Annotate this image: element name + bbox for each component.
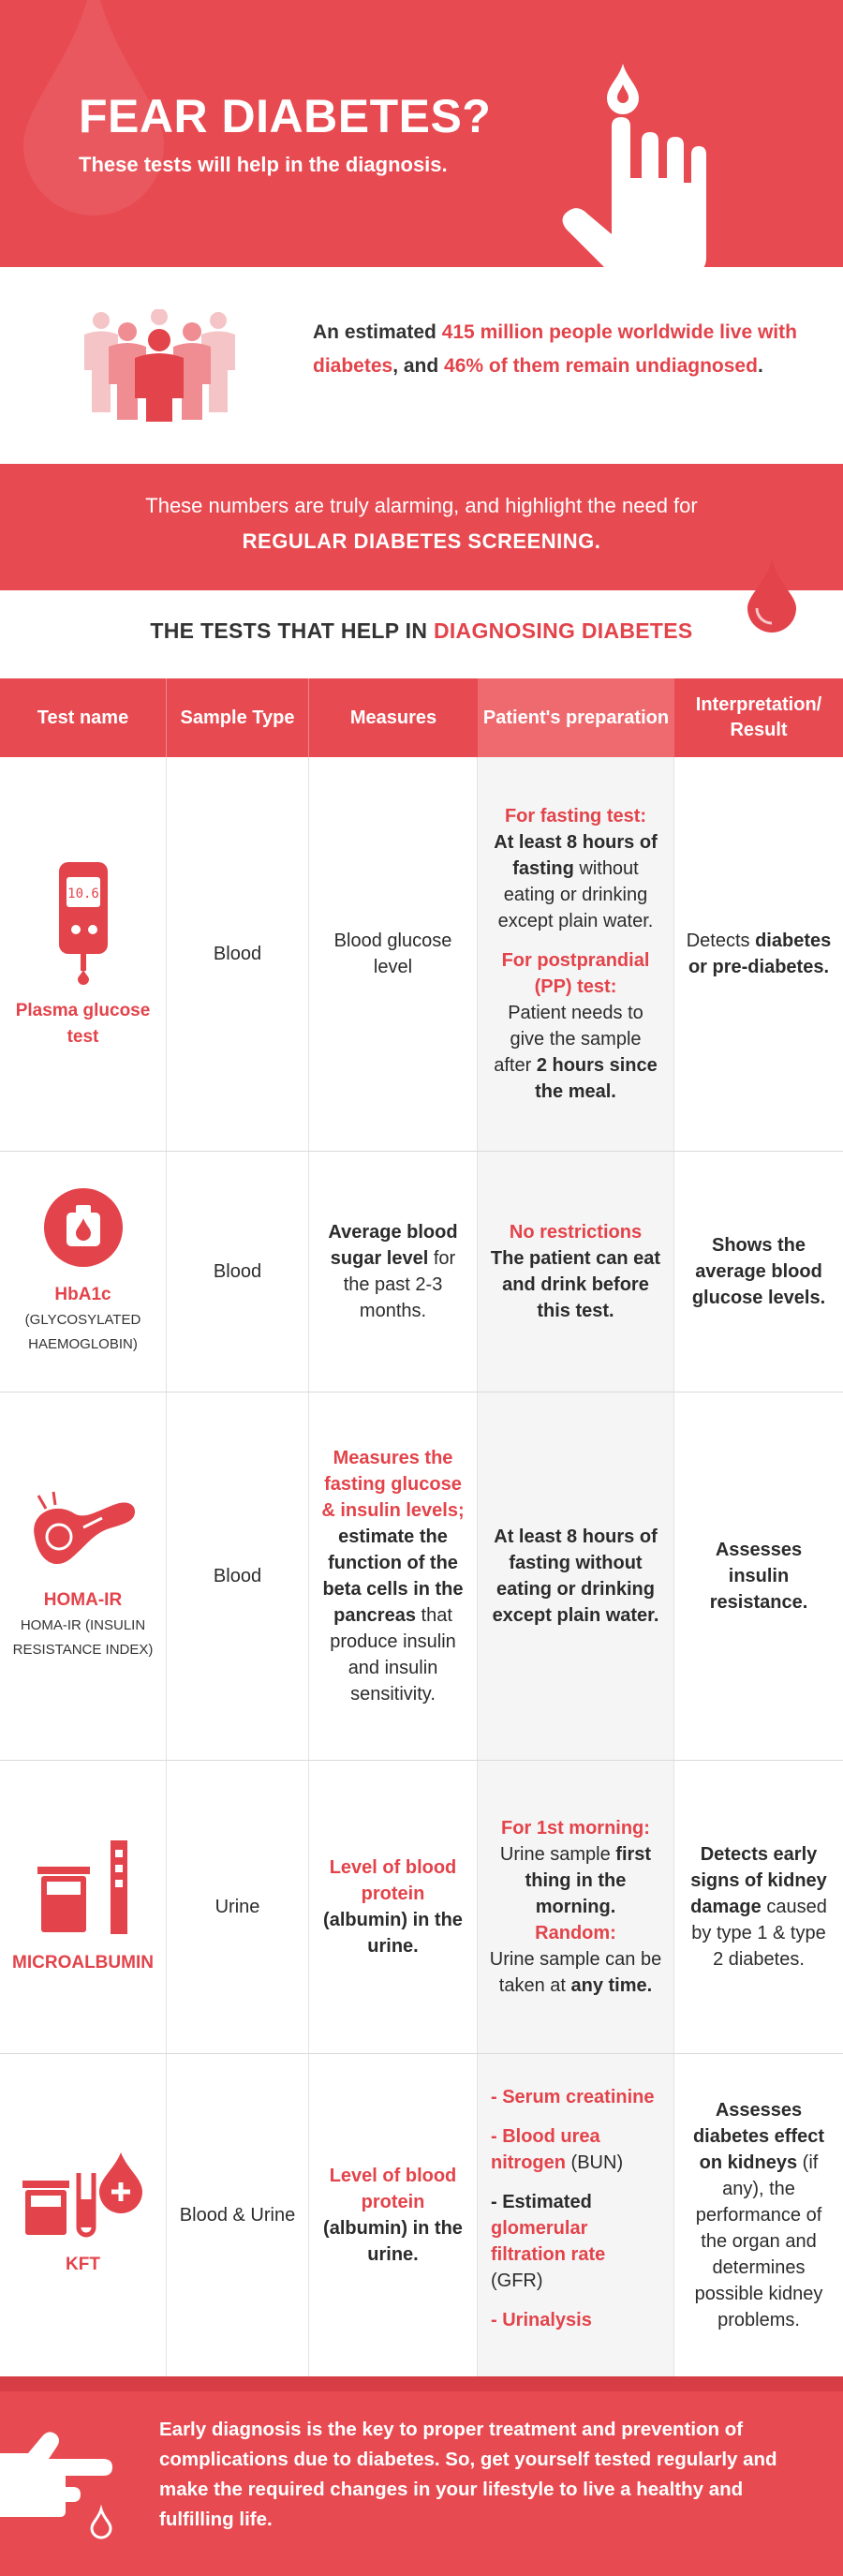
table-header <box>0 678 843 757</box>
table-row <box>0 1761 843 2054</box>
sample-type: Blood <box>213 1261 262 1282</box>
glucose-meter-icon <box>55 858 111 985</box>
test-fullname: HOMA-IR (INSULIN RESISTANCE INDEX) <box>12 1617 154 1658</box>
footer-divider <box>0 2376 843 2391</box>
sample-type: Blood <box>213 944 262 964</box>
hba1c-drop-badge-icon <box>42 1186 125 1269</box>
test-fullname: (GLYCOSYLATED HAEMOGLOBIN) <box>24 1312 141 1352</box>
statistics-text: An estimated 415 million people worldwide live with diabetes, and 46% of them remain undiagnosed. <box>313 321 797 377</box>
statistics-section <box>0 267 843 464</box>
table-row <box>0 757 843 1152</box>
pancreas-icon <box>27 1490 140 1574</box>
sample-type: Urine <box>214 1897 260 1917</box>
meter-reading: 10.6 <box>67 886 99 901</box>
list-item: - Urinalysis <box>491 2310 592 2330</box>
measures-cell: Measures the fasting glucose & insulin levels; estimate the function of the beta cells in the pancreas that produce insulin and insulin sensitivity. <box>309 1392 478 1760</box>
sample-type: Blood & Urine <box>179 2205 296 2226</box>
list-item: - Serum creatinine <box>491 2087 655 2107</box>
alarm-banner <box>0 464 843 590</box>
result-cell: Assesses diabetes effect on kidneys (if any), the performance of the organ and determines possible kidney problems. <box>692 2100 825 2330</box>
page-title: FEAR DIABETES? <box>79 90 492 142</box>
header-measures: Measures <box>349 707 437 728</box>
pointing-hand-blood-drop-icon <box>553 37 787 267</box>
urine-sample-icon <box>37 1839 129 1937</box>
test-name: HbA1c <box>54 1285 111 1304</box>
result-cell: Detects diabetes or pre-diabetes. <box>686 931 832 977</box>
table-row <box>0 2054 843 2376</box>
preparation-cell: For fasting test: At least 8 hours of fasting without eating or drinking except plain water. For postprandial (PP) test: Patient needs to give the sample after 2 hours since the meal. <box>478 757 674 1151</box>
list-item: - Estimated glomerular filtration rate (GFR) <box>491 2192 606 2291</box>
alarm-highlight: REGULAR DIABETES SCREENING. <box>242 529 601 553</box>
people-group-icon <box>73 309 246 422</box>
measures-cell: Level of blood protein (albumin) in the urine. <box>309 2054 478 2376</box>
page-subtitle: These tests will help in the diagnosis. <box>79 153 448 176</box>
sample-type: Blood <box>213 1566 262 1586</box>
table-row <box>0 1392 843 1761</box>
header-result: Interpretation/ Result <box>695 694 822 740</box>
measures-text: Blood glucose level <box>333 931 452 977</box>
footer-banner <box>0 2376 843 2576</box>
tests-section-title: THE TESTS THAT HELP IN DIAGNOSING DIABETES <box>150 618 693 643</box>
preparation-cell: No restrictions The patient can eat and drink before this test. <box>478 1152 674 1392</box>
kidney-test-kit-icon <box>22 2152 144 2239</box>
footer-text: Early diagnosis is the key to proper treatment and prevention of complications due to diabetes. So, get yourself tested regularly and make the required changes in your lifestyle to live a healthy and fulfilling life. <box>159 2419 777 2530</box>
result-cell: Detects early signs of kidney damage caused by type 1 & type 2 diabetes. <box>690 1844 827 1970</box>
measures-cell: Average blood sugar level for the past 2-3 months. <box>309 1152 478 1392</box>
preparation-cell: For 1st morning: Urine sample first thing in the morning. Random: Urine sample can be taken at any time. <box>478 1761 674 2053</box>
hero-banner <box>0 0 843 267</box>
alarm-text: These numbers are truly alarming, and highlight the need for <box>145 494 698 517</box>
header-sample-type: Sample Type <box>167 678 309 757</box>
measures-cell: Level of blood protein (albumin) in the urine. <box>309 1761 478 2053</box>
test-name: KFT <box>66 2255 100 2274</box>
result-text: Assesses insulin resistance. <box>709 1540 808 1613</box>
preparation-cell <box>478 2054 674 2376</box>
list-item: - Blood urea nitrogen (BUN) <box>491 2126 624 2173</box>
preparation-text: At least 8 hours of fasting without eating or drinking except plain water. <box>492 1526 659 1626</box>
header-preparation: Patient's preparation <box>478 678 674 757</box>
test-name: HOMA-IR <box>43 1590 123 1610</box>
table-row <box>0 1152 843 1392</box>
test-name: MICROALBUMIN <box>12 1952 154 1973</box>
test-name: Plasma glucose test <box>15 1000 151 1047</box>
header-test-name: Test name <box>0 678 167 757</box>
result-text: Shows the average blood glucose levels. <box>691 1235 826 1308</box>
pointing-hand-drop-icon <box>0 2425 117 2547</box>
